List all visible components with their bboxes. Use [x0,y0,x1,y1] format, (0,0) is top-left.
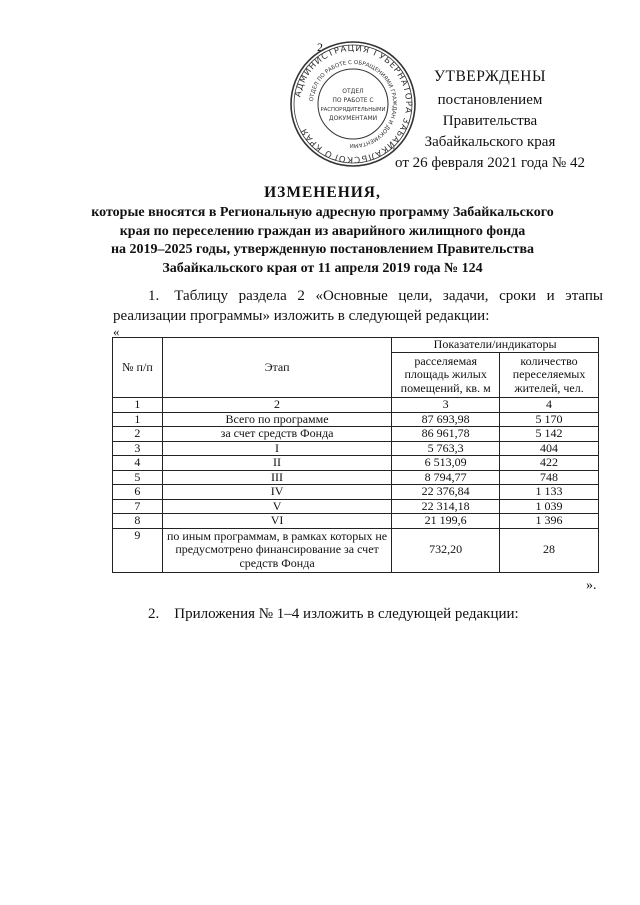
approval-block [392,66,588,174]
approval-line: Забайкальского края [424,134,556,150]
table-index-row [113,398,599,413]
title-line: края по переселению граждан из аварийного жилищного фонда [119,223,526,239]
svg-text:ПО РАБОТЕ С: ПО РАБОТЕ С [332,97,374,104]
table-row [113,485,599,500]
cell-people: 28 [500,528,599,572]
cell-num: 9 [113,528,163,572]
cell-area: 21 199,6 [392,514,500,529]
header-indicators: Показатели/индикаторы [392,338,599,353]
cell-people: 422 [500,456,599,471]
cell-num: 2 [113,427,163,442]
index-cell: 3 [392,398,500,413]
cell-num: 7 [113,499,163,514]
svg-text:ДОКУМЕНТАМИ: ДОКУМЕНТАМИ [328,115,378,122]
quote-close: ». [586,578,597,593]
approval-line: от 26 февраля 2021 года № 42 [395,155,585,171]
table-header-row [113,338,599,353]
header-area: расселяемая площадь жилых помещений, кв. м [392,353,500,398]
page-number: 2 [317,40,323,54]
index-cell: 1 [113,398,163,413]
document-title [80,182,565,278]
title-line: которые вносятся в Региональную адресную программу Забайкальского [91,205,554,220]
header-stage: Этап [162,338,391,398]
cell-area: 86 961,78 [392,427,500,442]
header-people: количество переселяемых жителей, чел. [500,353,599,398]
cell-area: 87 693,98 [392,412,500,427]
cell-stage: III [162,470,391,485]
cell-area: 732,20 [392,528,500,572]
table-row [113,528,599,572]
cell-people: 404 [500,441,599,456]
approval-heading: УТВЕРЖДЕНЫ [434,68,546,85]
cell-people: 1 133 [500,485,599,500]
cell-num: 1 [113,412,163,427]
table-row [113,470,599,485]
cell-people: 5 142 [500,427,599,442]
cell-people: 748 [500,470,599,485]
cell-stage: VI [162,514,391,529]
cell-num: 8 [113,514,163,529]
index-cell: 4 [500,398,599,413]
cell-area: 8 794,77 [392,470,500,485]
cell-people: 1 039 [500,499,599,514]
table-row [113,412,599,427]
cell-area: 22 376,84 [392,485,500,500]
cell-num: 6 [113,485,163,500]
table-row [113,499,599,514]
svg-text:ОТДЕЛ ПО РАБОТЕ С ОБРАЩЕНИЯМИ: ОТДЕЛ ПО РАБОТЕ С ОБРАЩЕНИЯМИ ГРАЖДАН И ДОКУМЕНТАМИ [309,59,398,149]
cell-area: 22 314,18 [392,499,500,514]
cell-area: 5 763,3 [392,441,500,456]
paragraph-2: 2. Приложения № 1–4 изложить в следующей редакции: [148,606,519,622]
cell-stage: Всего по программе [162,412,391,427]
title-main: ИЗМЕНЕНИЯ, [264,184,381,201]
cell-num: 3 [113,441,163,456]
cell-area: 6 513,09 [392,456,500,471]
table-row [113,456,599,471]
cell-num: 5 [113,470,163,485]
title-line: на 2019–2025 годы, утвержденную постановлением Правительства [110,242,535,257]
title-line: Забайкальского края от 11 апреля 2019 года № 124 [162,260,483,276]
cell-stage: по иным программам, в рамках которых не предусмотрено финансирование за счет средств Фонда [162,528,391,572]
index-cell: 2 [162,398,391,413]
svg-text:РАСПОРЯДИТЕЛЬНЫМИ: РАСПОРЯДИТЕЛЬНЫМИ [320,107,386,113]
cell-num: 4 [113,456,163,471]
table-row [113,441,599,456]
cell-stage: IV [162,485,391,500]
table-row [113,427,599,442]
approval-line: постановлением Правительства [437,92,543,129]
cell-people: 5 170 [500,412,599,427]
indicators-table [112,337,599,573]
cell-stage: за счет средств Фонда [162,427,391,442]
table-row [113,514,599,529]
svg-text:ОТДЕЛ: ОТДЕЛ [342,88,364,95]
header-num: № п/п [113,338,163,398]
quote-open: « [113,324,120,339]
cell-people: 1 396 [500,514,599,529]
cell-stage: II [162,456,391,471]
svg-text:АДМИНИСТРАЦИЯ ГУБЕРНАТОРА ЗАБА: АДМИНИСТРАЦИЯ ГУБЕРНАТОРА ЗАБАЙКАЛЬСКОГО КРАЯ [293,43,414,165]
cell-stage: V [162,499,391,514]
cell-stage: I [162,441,391,456]
paragraph-1: 1. Таблицу раздела 2 «Основные цели, задачи, сроки и этапы реализации программы» изложить в следующей редакции: [113,288,603,324]
